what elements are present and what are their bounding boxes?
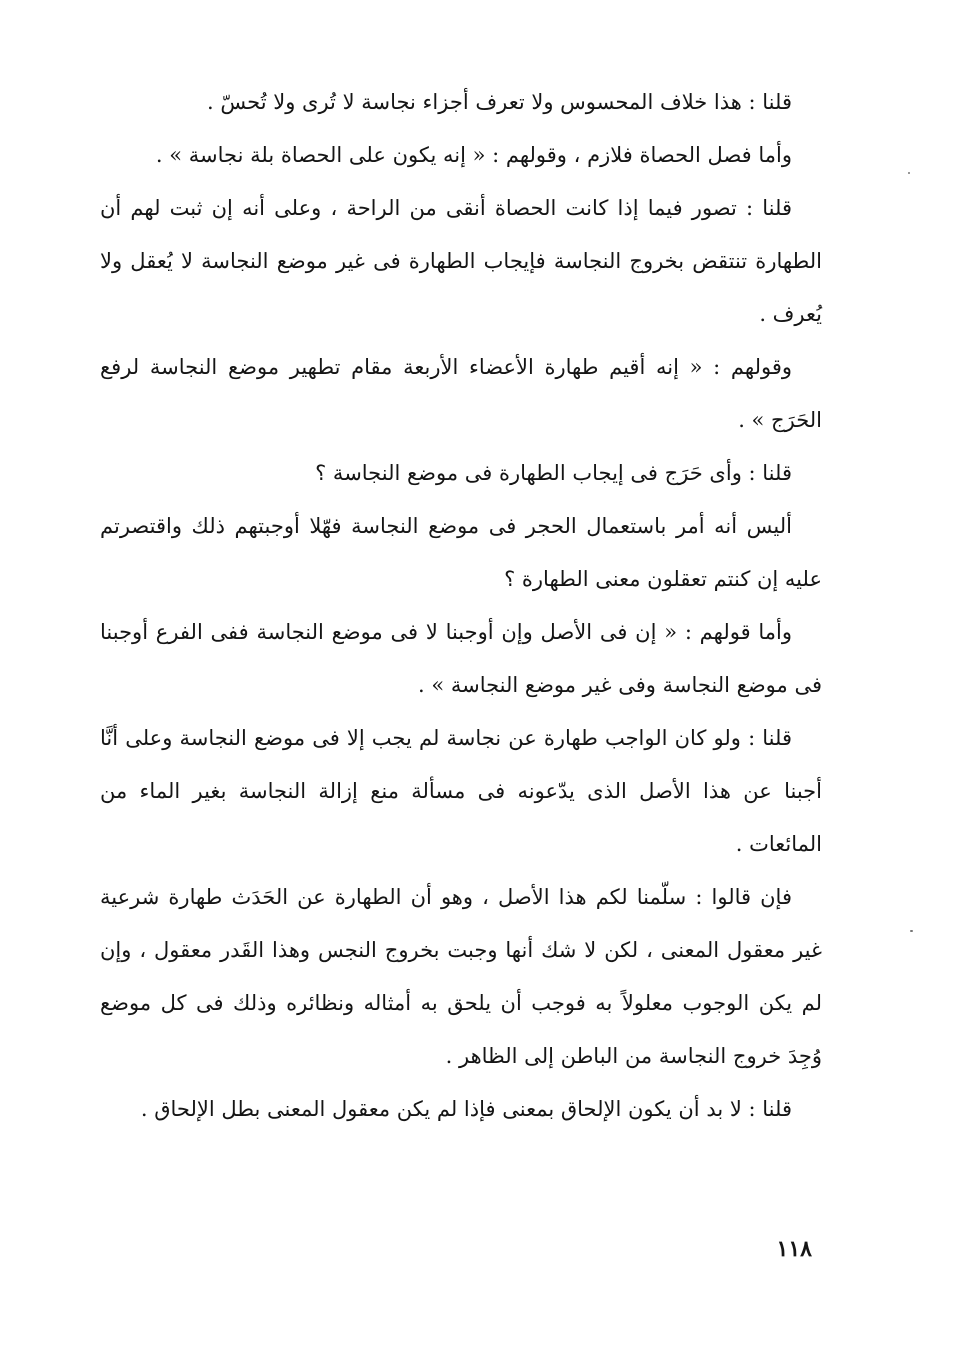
page-number: ١١٨ (776, 1236, 812, 1262)
paragraph-5: قلنا : وأى حَرَج فى إيجاب الطهارة فى موضع النجاسة ؟ (315, 461, 792, 485)
paragraph-7: وأما قولهم : « إن فى الأصل وإن أوجبنا لا فى موضع النجاسة ففى الفرع أوجبنا فى موضع النجاسة وفى غير موضع النجاسة » . (100, 620, 822, 697)
paragraph-6: أليس أنه أمر باستعمال الحجر فى موضع النجاسة فهّلا أوجبتهم ذلك واقتصرتم عليه إن كنتم تعقلون معنى الطهارة ؟ (100, 514, 822, 591)
paragraph-9: فإن قالوا : سلّمنا لكم هذا الأصل ، وهو أن الطهارة عن الحَدَث طهارة شرعية غير معقول المعنى ، لكن لا شك أنها وجبت بخروج النجس وهذا القَدر معقول ، وإن لم يكن الوجوب معلولاً به فوجب أن يلحق به أمثاله ونظائره وذلك فى كل موضع وُجِدَ خروج النجاسة من الباطن إلى الظاهر . (100, 885, 822, 1068)
paragraph-3: قلنا : تصور فيما إذا كانت الحصاة أنقى من الراحة ، وعلى أنه إن ثبت لهم أن الطهارة تنتقض بخروج النجاسة فإيجاب الطهارة فى غير موضع النجاسة لا يُعقل ولا يُعرف . (100, 196, 822, 326)
paragraph-1: قلنا : هذا خلاف المحسوس ولا تعرف أجزاء نجاسة لا تُرى ولا تُحسّ . (207, 90, 792, 114)
paragraph-4: وقولهم : « إنه أقيم طهارة الأعضاء الأربعة مقام تطهير موضع النجاسة لرفع الحَرَج » . (100, 355, 822, 432)
scan-speck (908, 172, 910, 174)
page-text (100, 76, 822, 1136)
paragraph-2: وأما فصل الحصاة فلازم ، وقولهم : « إنه يكون على الحصاة بلة نجاسة » . (155, 143, 792, 167)
paragraph-10: قلنا : لا بد أن يكون الإلحاق بمعنى فإذا لم يكن معقول المعنى بطل الإلحاق . (140, 1097, 792, 1121)
scan-speck (910, 930, 913, 932)
paragraph-8: قلنا : ولو كان الواجب طهارة عن نجاسة لم يجب إلا فى موضع النجاسة وعلى أنَّا أجبنا عن هذا الأصل الذى يدّعونه فى مسألة منع إزالة النجاسة بغير الماء من المائعات . (100, 726, 822, 856)
